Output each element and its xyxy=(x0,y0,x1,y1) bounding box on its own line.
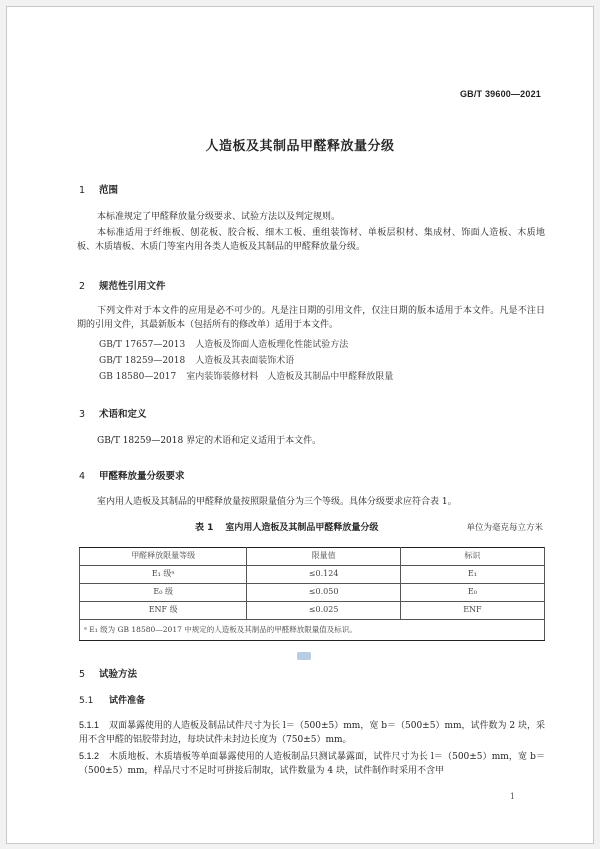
section-1-para-2: 本标准适用于纤维板、刨花板、胶合板、细木工板、重组装饰材、单板层积材、集成材、饰面人造板、木质地板、木质墙板、木质门等室内用各类人造板及其制品的甲醛释放量分级。 xyxy=(77,228,545,253)
reference-code: GB/T 18259—2018 xyxy=(99,356,186,366)
page-number: 1 xyxy=(509,792,515,801)
reference-code: GB/T 17657—2013 xyxy=(99,340,186,350)
section-number: 3 xyxy=(79,409,86,420)
reference-item xyxy=(99,354,294,368)
reference-item xyxy=(99,338,348,352)
cell-mark: E₀ xyxy=(400,584,544,602)
cell-limit: ≤0.124 xyxy=(247,566,400,584)
clause-number: 5.1.2 xyxy=(79,751,100,761)
section-number: 5 xyxy=(79,669,86,680)
section-1-heading xyxy=(79,183,118,198)
table-number: 表 1 xyxy=(195,523,214,533)
subsection-5-1-heading xyxy=(79,694,145,708)
cell-grade: E₀ 级 xyxy=(80,584,247,602)
reference-name: 人造板及其表面装饰术语 xyxy=(195,356,295,366)
section-3-heading xyxy=(79,407,147,422)
section-title: 规范性引用文件 xyxy=(99,281,166,292)
subsection-title: 试件准备 xyxy=(109,696,146,706)
clause-text: 双面暴露使用的人造板及制品试件尺寸为长 l＝（500±5）mm，宽 b＝（500±5）mm，试件数为 2 块，采用不含甲醛的铝胶带封边，每块试件未封边长度为（750±5）mm。 xyxy=(79,721,545,746)
cell-mark: E₁ xyxy=(400,566,544,584)
section-title: 术语和定义 xyxy=(99,409,147,420)
cell-grade: E₁ 级ᵃ xyxy=(80,566,247,584)
section-1-para-1: 本标准规定了甲醛释放量分级要求、试验方法以及判定规则。 xyxy=(97,212,341,222)
reference-name: 室内装饰装修材料 人造板及其制品中甲醛释放限量 xyxy=(186,372,394,382)
table-header-row xyxy=(80,548,545,566)
document-page xyxy=(6,6,594,844)
cell-grade: ENF 级 xyxy=(80,602,247,620)
header-grade: 甲醛释放限量等级 xyxy=(80,548,247,566)
section-2-heading xyxy=(79,279,166,294)
watermark-stamp xyxy=(297,652,311,660)
reference-name: 人造板及饰面人造板理化性能试验方法 xyxy=(195,340,349,350)
cell-mark: ENF xyxy=(400,602,544,620)
clause-5-1-1 xyxy=(79,718,545,748)
section-4-heading xyxy=(79,469,185,484)
section-5-heading xyxy=(79,667,137,682)
document-title: 人造板及其制品甲醛释放量分级 xyxy=(205,139,395,154)
section-title: 范围 xyxy=(99,185,119,196)
reference-item xyxy=(99,370,393,384)
header-mark: 标识 xyxy=(400,548,544,566)
table-note-row xyxy=(80,620,545,641)
formaldehyde-grade-table xyxy=(79,547,545,641)
table-row xyxy=(80,566,545,584)
table-footnote: ᵃ E₁ 级为 GB 18580—2017 中规定的人造板及其制品的甲醛释放限量值及标识。 xyxy=(80,620,545,641)
clause-text: 木质地板、木质墙板等单面暴露使用的人造板制品只测试暴露面，试件尺寸为长 l＝（500±5）mm，宽 b＝（500±5）mm，样品尺寸不足时可拼接后制取，试件数量为 4 块，试件制作时采用不含甲 xyxy=(79,752,545,777)
clause-number: 5.1.1 xyxy=(79,720,100,730)
section-number: 1 xyxy=(79,185,86,196)
subsection-number: 5.1 xyxy=(79,696,94,706)
section-title: 试验方法 xyxy=(99,669,138,680)
section-number: 4 xyxy=(79,471,86,482)
clause-5-1-2 xyxy=(79,749,545,779)
section-2-para-1: 下列文件对于本文件的应用是必不可少的。凡是注日期的引用文件，仅注日期的版本适用于本文件。凡是不注日期的引用文件，其最新版本（包括所有的修改单）适用于本文件。 xyxy=(77,306,545,331)
section-4-para-1: 室内用人造板及其制品的甲醛释放量按照限量值分为三个等级。具体分级要求应符合表 1。 xyxy=(97,497,457,507)
table-unit: 单位为毫克每立方米 xyxy=(466,523,543,533)
cell-limit: ≤0.025 xyxy=(247,602,400,620)
reference-code: GB 18580—2017 xyxy=(99,372,177,382)
standard-number: GB/T 39600—2021 xyxy=(459,89,541,99)
table-caption xyxy=(195,521,378,535)
cell-limit: ≤0.050 xyxy=(247,584,400,602)
section-3-para-1: GB/T 18259—2018 界定的术语和定义适用于本文件。 xyxy=(97,436,322,446)
section-number: 2 xyxy=(79,281,86,292)
section-title: 甲醛释放量分级要求 xyxy=(99,471,185,482)
header-limit: 限量值 xyxy=(247,548,400,566)
table-row xyxy=(80,584,545,602)
table-row xyxy=(80,602,545,620)
table-title: 室内用人造板及其制品甲醛释放量分级 xyxy=(225,523,379,533)
